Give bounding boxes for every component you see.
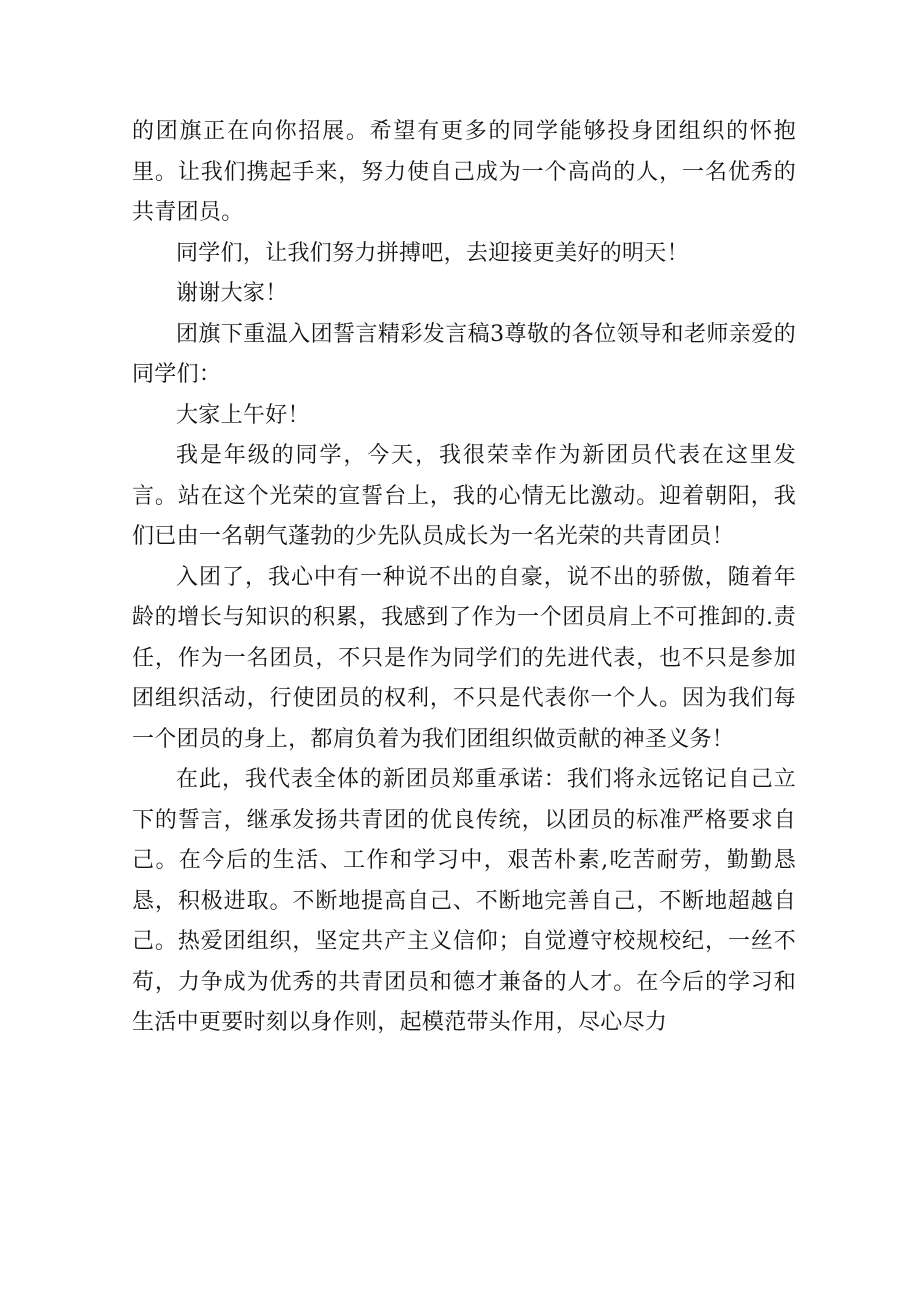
paragraph-greeting: 大家上午好！ bbox=[176, 402, 310, 428]
paragraph-heading: 团旗下重温入团誓言精彩发言稿3尊敬的各位领导和老师亲爱的同学们： bbox=[132, 321, 796, 387]
document-body bbox=[132, 112, 796, 1044]
paragraph: 同学们，让我们努力拼搏吧，去迎接更美好的明天！ bbox=[176, 240, 689, 266]
paragraph: 我是年级的同学，今天，我很荣幸作为新团员代表在这里发言。站在这个光荣的宣誓台上，我的心情无比激动。迎着朝阳，我们已由一名朝气蓬勃的少先队员成长为一名光荣的共青团员！ bbox=[132, 443, 796, 549]
paragraph-continued: 的团旗正在向你招展。希望有更多的同学能够投身团组织的怀抱里。让我们携起手来，努力使自己成为一个高尚的人，一名优秀的共青团员。 bbox=[132, 119, 796, 225]
paragraph: 入团了，我心中有一种说不出的自豪，说不出的骄傲，随着年龄的增长与知识的积累，我感到了作为一个团员肩上不可推卸的.责任，作为一名团员，不只是作为同学们的先进代表，也不只是参加团组织活动，行使团员的权利，不只是代表你一个人。因为我们每一个团员的身上，都肩负着为我们团组织做贡献的神圣义务！ bbox=[132, 564, 796, 752]
paragraph: 在此，我代表全体的新团员郑重承诺：我们将永远铭记自己立下的誓言，继承发扬共青团的优良传统，以团员的标准严格要求自己。在今后的生活、工作和学习中，艰苦朴素,吃苦耐劳，勤勤恳恳，积极进取。不断地提高自己、不断地完善自己，不断地超越自己。热爱团组织，坚定共产主义信仰；自觉遵守校规校纪，一丝不苟，力争成为优秀的共青团员和德才兼备的人才。在今后的学习和生活中更要时刻以身作则，起模范带头作用，尽心尽力 bbox=[132, 767, 796, 1035]
paragraph: 谢谢大家！ bbox=[176, 281, 288, 306]
